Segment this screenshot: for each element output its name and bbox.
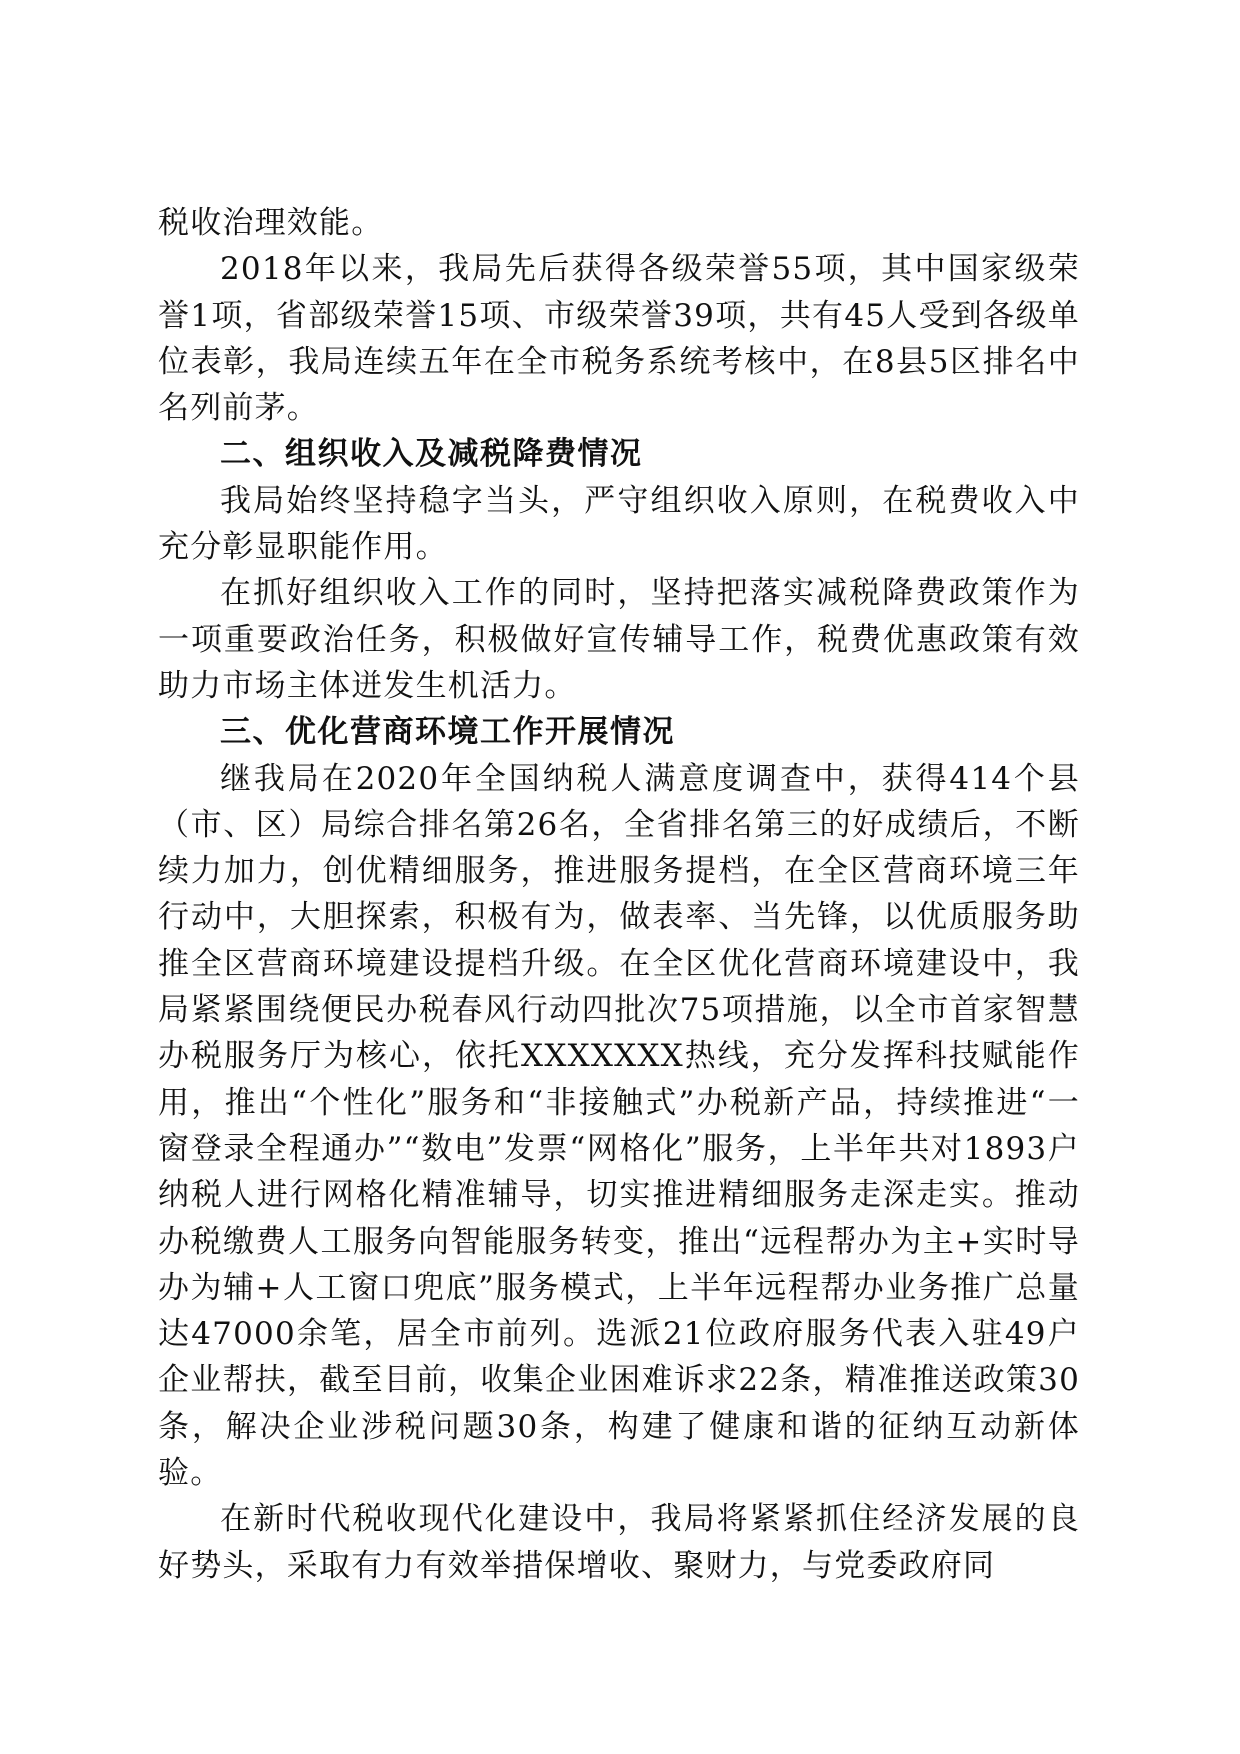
document-body xyxy=(158,200,1080,1589)
section-heading-revenue: 二、组织收入及减税降费情况 xyxy=(220,436,643,473)
paragraph-revenue-principle: 我局始终坚持稳字当头，严守组织收入原则，在税费收入中充分彰显职能作用。 xyxy=(158,482,1080,566)
paragraph-modernization: 在新时代税收现代化建设中，我局将紧紧抓住经济发展的良好势头，采取有力有效举措保增收、聚财力，与党委政府同 xyxy=(158,1501,1080,1584)
section-heading-business-environment: 三、优化营商环境工作开展情况 xyxy=(220,714,675,751)
paragraph-honors: 2018年以来，我局先后获得各级荣誉55项，其中国家级荣誉1项，省部级荣誉15项、市级荣誉39项，共有45人受到各级单位表彰，我局连续五年在全市税务系统考核中，在8县5区排名中名列前茅。 xyxy=(158,251,1080,427)
paragraph-business-environment: 继我局在2020年全国纳税人满意度调查中，获得414个县（市、区）局综合排名第26名，全省排名第三的好成绩后，不断续力加力，创优精细服务，推进服务提档，在全区营商环境三年行动中，大胆探索，积极有为，做表率、当先锋，以优质服务助推全区营商环境建设提档升级。在全区优化营商环境建设中，我局紧紧围绕便民办税春风行动四批次75项措施，以全市首家智慧办税服务厅为核心，依托XXXXXXX热线，充分发挥科技赋能作用，推出“个性化”服务和“非接触式”办税新产品，持续推进“一窗登录全程通办”“数电”发票“网格化”服务，上半年共对1893户纳税人进行网格化精准辅导，切实推进精细服务走深走实。推动办税缴费人工服务向智能服务转变，推出“远程帮办为主+实时导办为辅+人工窗口兜底”服务模式，上半年远程帮办业务推广总量达47000余笔，居全市前列。选派21位政府服务代表入驻49户企业帮扶，截至目前，收集企业困难诉求22条，精准推送政策30条，解决企业涉税问题30条，构建了健康和谐的征纳互动新体验。 xyxy=(158,760,1080,1492)
paragraph-tax-reduction: 在抓好组织收入工作的同时，坚持把落实减税降费政策作为一项重要政治任务，积极做好宣传辅导工作，税费优惠政策有效助力市场主体迸发生机活力。 xyxy=(158,575,1080,704)
paragraph-continuation: 税收治理效能。 xyxy=(158,205,384,241)
